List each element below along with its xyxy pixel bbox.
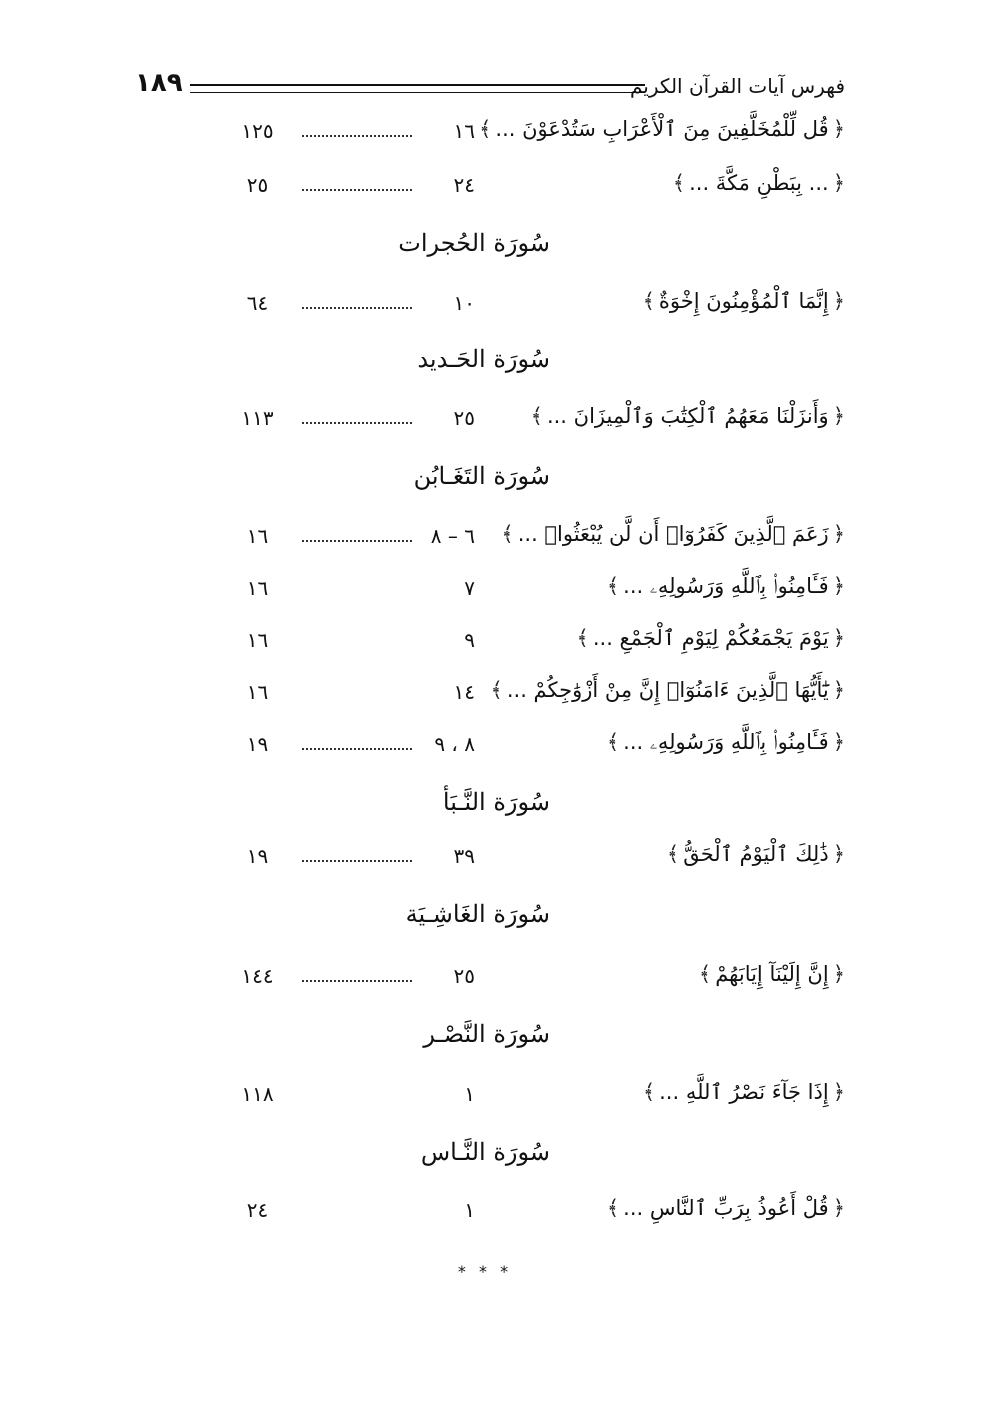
verse-words: زَعَمَ ٱلَّذِينَ كَفَرُوٓا۟ أَن لَّن يُبْعَثُوا۟ ... [517,522,829,546]
ornate-bracket-open: ﴿ [832,678,845,702]
verse-row [230,838,845,878]
page-number: ١٨٩ [135,68,183,98]
page-reference: ١٩ [246,844,269,868]
verse-text [607,574,845,599]
ornate-bracket-close: ﴾ [501,522,514,546]
ornate-bracket-open: ﴿ [832,962,845,986]
page-reference: ٢٥ [246,173,269,197]
ayah-number: ٦ – ٨ [430,524,475,548]
verse-text [491,678,845,702]
ayah-number: ١٦ [453,119,475,143]
verse-row [230,518,845,558]
page-reference: ١٦ [246,680,269,704]
sura-heading [230,227,760,271]
dot-leader [302,860,412,862]
ayah-number: ٧ [464,576,475,600]
sura-title: سُورَة الغَاشِـيَة [405,900,550,928]
page-reference: ٦٤ [246,291,269,315]
ayah-number: ٢٥ [453,964,475,988]
ornate-bracket-close: ﴾ [698,962,712,986]
sura-heading [230,786,760,830]
sura-title: سُورَة التَغَـابُن [413,462,550,490]
sura-heading [230,898,760,942]
ornate-bracket-close: ﴾ [479,117,492,141]
verse-words: قُل لِّلْمُخَلَّفِينَ مِنَ ٱلْأَعْرَابِ سَتُدْعَوْنَ ... [495,117,829,141]
ayah-number: ١٤ [453,680,475,704]
verse-words: فَـَٔامِنُوا۟ بِٱللَّهِ وَرَسُولِهِۦ ... [623,574,829,598]
page-reference: ١٦ [246,576,269,600]
verse-words: وَأَنزَلْنَا مَعَهُمُ ٱلْكِتَٰبَ وَٱلْمِيزَانَ ... [546,404,829,428]
page-reference: ١٦ [246,628,269,652]
ayah-number: ٩ [464,628,475,652]
ornate-bracket-close: ﴾ [606,1196,620,1220]
sura-title: سُورَة النَّصْـر [423,1020,550,1048]
verse-text [643,1080,845,1104]
verse-text [531,404,845,428]
verse-row [230,726,845,766]
page-reference: ١٤٤ [241,964,274,988]
verse-row [230,285,845,325]
verse-row [230,674,845,714]
verse-text [607,730,845,755]
dot-leader [302,748,412,750]
sura-title: سُورَة الحَـديد [417,345,550,373]
verse-words: يَوْمَ يَجْمَعُكُمْ لِيَوْمِ ٱلْجَمْعِ ... [592,626,829,650]
end-ornament: * * * [457,1262,513,1281]
verse-text [577,626,845,650]
ayah-number: ٣٩ [453,844,475,868]
verse-text [501,522,845,546]
header-title: فهرس آيات القرآن الكريم [630,74,845,98]
ornate-bracket-open: ﴿ [832,522,845,546]
ornate-bracket-open: ﴿ [832,842,845,866]
verse-text [607,1196,845,1220]
dot-leader [302,422,412,424]
ornate-bracket-open: ﴿ [832,730,845,754]
ornate-bracket-open: ﴿ [832,171,845,195]
page-reference: ١٢٥ [241,119,274,143]
verse-row [230,400,845,440]
ornate-bracket-close: ﴾ [666,842,680,866]
ornate-bracket-open: ﴿ [832,1080,845,1104]
ornate-bracket-open: ﴿ [832,574,845,598]
verse-text [643,289,845,313]
dot-leader [302,189,412,191]
ornate-bracket-open: ﴿ [832,404,845,428]
ornate-bracket-open: ﴿ [832,117,845,141]
ornate-bracket-open: ﴿ [832,1196,845,1220]
running-header [135,68,845,104]
ornate-bracket-close: ﴾ [576,626,589,650]
verse-text [673,171,845,195]
ornate-bracket-close: ﴾ [672,171,686,195]
ornate-bracket-close: ﴾ [530,404,543,428]
verse-words: قُلْ أَعُوذُ بِرَبِّ ٱلنَّاسِ ... [623,1196,829,1220]
ayah-number: ١ [464,1082,475,1106]
ayah-number: ٨ ، ٩ [434,732,475,756]
ayah-number: ٢٥ [453,406,475,430]
verse-row [230,622,845,662]
header-rule [190,84,645,93]
ornate-bracket-close: ﴾ [642,1080,656,1104]
dot-leader [302,135,412,137]
ornate-bracket-close: ﴾ [642,289,655,313]
sura-heading [230,460,760,504]
ayah-number: ٢٤ [453,173,475,197]
verse-text [699,962,845,986]
page-reference: ١٩ [246,732,269,756]
page-reference: ٢٤ [246,1198,269,1222]
verse-words: إِنَّ إِلَيْنَآ إِيَابَهُمْ [715,962,829,986]
verse-text [667,842,845,866]
page-reference: ١١٣ [241,406,274,430]
verse-words: إِنَّمَا ٱلْمُؤْمِنُونَ إِخْوَةٌ [658,289,829,313]
dot-leader [302,540,412,542]
verse-row [230,1076,845,1116]
dot-leader [302,980,412,982]
sura-heading [230,1018,760,1062]
ornate-bracket-close: ﴾ [490,678,503,702]
ayah-number: ١ [464,1198,475,1222]
sura-title: سُورَة النَّـاس [420,1138,550,1166]
ornate-bracket-close: ﴾ [606,730,620,754]
verse-words: إِذَا جَآءَ نَصْرُ ٱللَّهِ ... [659,1080,829,1104]
verse-words: ... بِبَطْنِ مَكَّةَ ... [689,171,829,195]
sura-heading [230,1136,760,1180]
page-reference: ١١٨ [241,1082,274,1106]
sura-title: سُورَة الحُجرات [398,229,550,257]
verse-text [479,117,845,141]
dot-leader [302,307,412,309]
ornate-bracket-close: ﴾ [606,574,620,598]
verse-row [230,570,845,610]
page-reference: ١٦ [246,524,269,548]
verse-words: ذَٰلِكَ ٱلْيَوْمُ ٱلْحَقُّ [683,842,829,866]
verse-words: يَٰٓأَيُّهَا ٱلَّذِينَ ءَامَنُوٓا۟ إِنَّ مِنْ أَزْوَٰجِكُمْ ... [506,678,829,702]
verse-row [230,167,845,207]
verse-row [230,958,845,998]
verse-row [230,1192,845,1232]
ornate-bracket-open: ﴿ [832,289,845,313]
verse-row [230,113,845,153]
sura-heading [230,343,760,387]
sura-title: سُورَة النَّـبَأ [442,788,550,816]
ornate-bracket-open: ﴿ [832,626,845,650]
ayah-number: ١٠ [453,291,475,315]
verse-words: فَـَٔامِنُوا۟ بِٱللَّهِ وَرَسُولِهِۦ ... [623,730,829,754]
